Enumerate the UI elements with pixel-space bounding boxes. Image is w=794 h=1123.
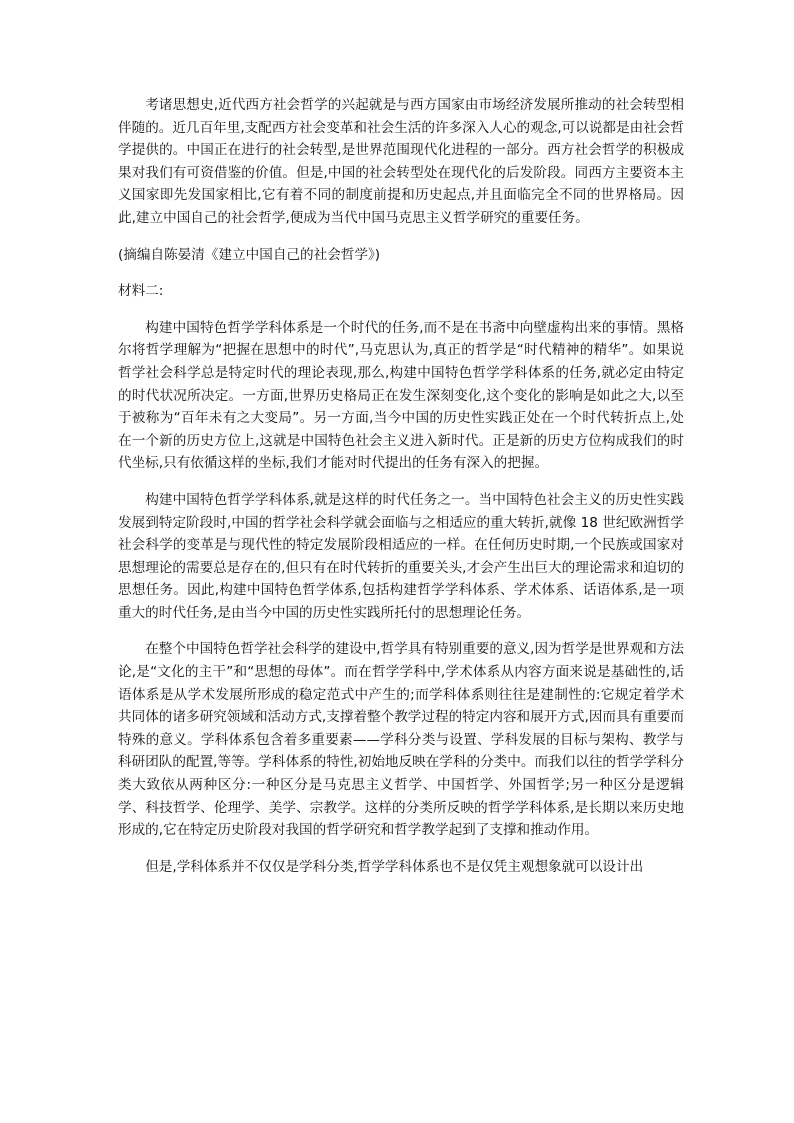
material-heading: 材料二: (118, 283, 164, 300)
paragraph-discipline-system: 在整个中国特色哲学社会科学的建设中,哲学具有特别重要的意义,因为哲学是世界观和方法论,是“文化的主干”和“思想的母体”。而在哲学学科中,学术体系从内容方面来说是基础性的,话语体系是从学术发展所形成的稳定范式中产生的;而学科体系则往往是建制性的:它规定着学术共同体的诸多研究领域和活动方式,支撑着整个教学过程的特定内容和展开方式,因而具有重要而特殊的意义。学科体系包含着多重要素——学科分类与设置、学科发展的目标与架构、教学与科研团队的配置,等等。学科体系的特性,初始地反映在学科的分类中。而我们以往的哲学学科分类大致依从两种区分:一种区分是马克思主义哲学、中国哲学、外国哲学;另一种区分是逻辑学、科技哲学、伦理学、美学、宗教学。这样的分类所反映的哲学学科体系,是长期以来历史地形成的,它在特定历史阶段对我国的哲学研究和哲学教学起到了支撑和推动作用。 (118, 641, 684, 839)
paragraph-philosophy-system: 构建中国特色哲学学科体系,就是这样的时代任务之一。当中国特色社会主义的历史性实践发展到特定阶段时,中国的哲学社会科学就会面临与之相适应的重大转折,就像 18 世纪欧洲哲学社会科学的变革是与现代性的特定发展阶段相适应的一样。在任何历史时期,一个民族或国家对思想理论的需要总是存在的,但只有在时代转折的重要关头,才会产生出巨大的理论需求和迫切的思想任务。因此,构建中国特色哲学体系,包括构建哲学学科体系、学术体系、话语体系,是一项重大的时代任务,是由当今中国的历史性实践所托付的思想理论任务。 (118, 491, 684, 621)
paragraph-era-task: 构建中国特色哲学学科体系是一个时代的任务,而不是在书斋中向壁虚构出来的事情。黑格尔将哲学理解为“把握在思想中的时代”,马克思认为,真正的哲学是“时代精神的精华”。如果说哲学社会科学总是特定时代的理论表现,那么,构建中国特色哲学学科体系的任务,就必定由特定的时代状况所决定。一方面,世界历史格局正在发生深刻变化,这个变化的影响是如此之大,以至于被称为“百年未有之大变局”。另一方面,当今中国的历史性实践正处在一个时代转折点上,处在一个新的历史方位上,这就是中国特色社会主义进入新时代。正是新的历史方位构成我们的时代坐标,只有依循这样的坐标,我们才能对时代提出的任务有深入的把握。 (118, 319, 684, 472)
paragraph-social-philosophy: 考诸思想史,近代西方社会哲学的兴起就是与西方国家由市场经济发展所推动的社会转型相伴随的。近几百年里,支配西方社会变革和社会生活的许多深入人心的观念,可以说都是由社会哲学提供的。中国正在进行的社会转型,是世界范围现代化进程的一部分。西方社会哲学的积极成果对我们有可资借鉴的价值。但是,中国的社会转型处在现代化的后发阶段。同西方主要资本主义国家即先发国家相比,它有着不同的制度前提和历史起点,并且面临完全不同的世界格局。因此,建立中国自己的社会哲学,便成为当代中国马克思主义哲学研究的重要任务。 (118, 97, 684, 226)
document-page (118, 94, 684, 892)
paragraph-continuation: 但是,学科体系并不仅仅是学科分类,哲学学科体系也不是仅凭主观想象就可以设计出 (145, 858, 644, 875)
source-citation: (摘编自陈晏清《建立中国自己的社会哲学》) (118, 246, 381, 263)
